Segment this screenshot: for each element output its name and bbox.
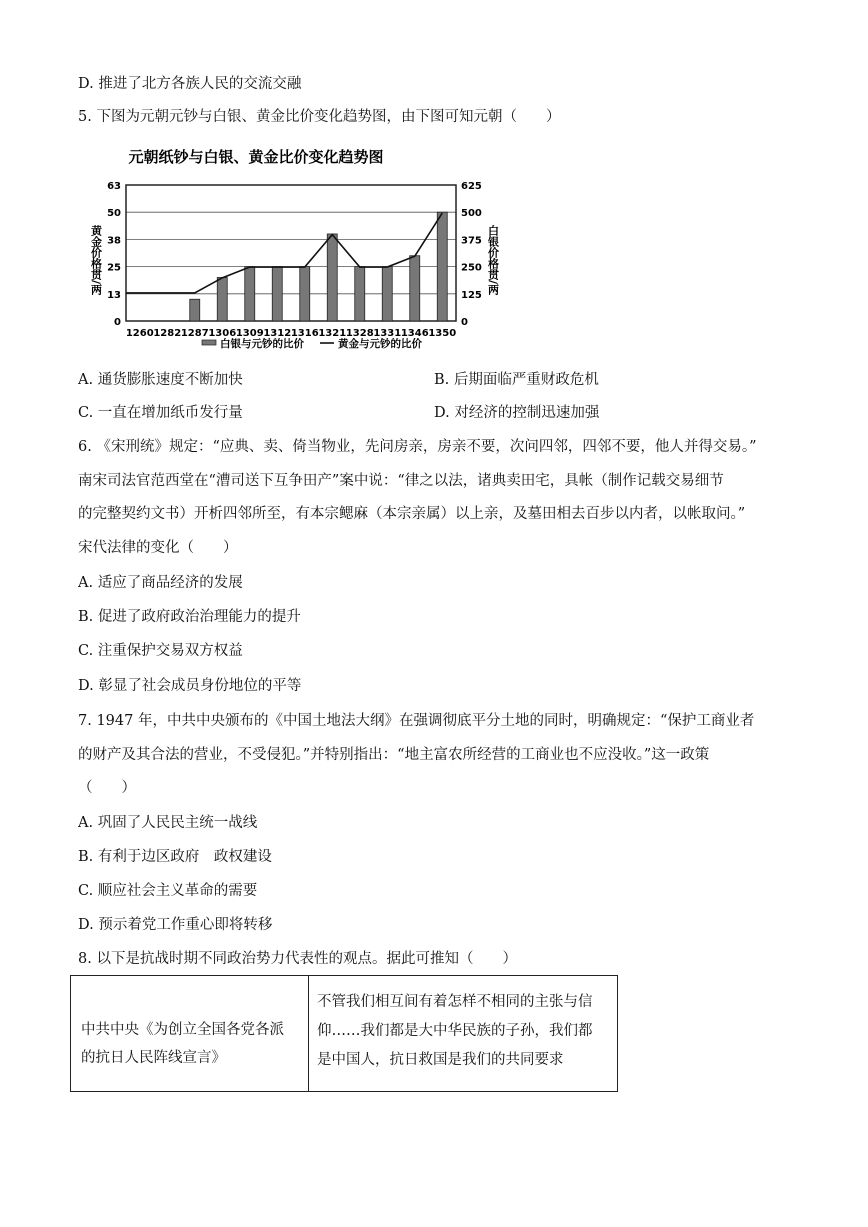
- viewpoint-table: [70, 975, 618, 1092]
- x-tick-label: 1260: [125, 328, 154, 339]
- question-6-stem-line-1: 6. 《宋刑统》规定：“应典、卖、倚当物业，先问房亲，房亲不要，次问四邻，四邻不要，他人并得交易。”: [78, 439, 757, 455]
- question-5-stem: 5. 下图为元朝元钞与白银、黄金比价变化趋势图，由下图可知元朝（ ）: [78, 109, 561, 125]
- legend-bar-swatch: [202, 340, 216, 345]
- left-tick-label: 13: [107, 289, 121, 301]
- right-tick-label: 500: [461, 208, 482, 220]
- question-7-stem-line-2: 的财产及其合法的营业，不受侵犯。”并特别指出：“地主富农所经营的工商业也不应没收。”这一政策: [78, 747, 710, 763]
- x-tick-label: 1312: [263, 328, 292, 339]
- legend-silver: 白银与元钞的比价: [220, 338, 304, 350]
- x-tick-label: 1316: [290, 328, 319, 339]
- chart-title: 元朝纸钞与白银、黄金比价变化趋势图: [128, 148, 384, 166]
- question-6-option-a: A. 适应了商品经济的发展: [78, 575, 243, 591]
- table-quote-line: 不管我们相互间有着怎样不相同的主张与信: [317, 994, 593, 1010]
- question-7-option-d: D. 预示着党工作重心即将转移: [78, 917, 273, 933]
- x-tick-label: 1328: [345, 328, 374, 339]
- x-tick-label: 1346: [400, 328, 429, 339]
- silver-bar: [300, 267, 310, 321]
- x-tick-label: 1350: [428, 328, 457, 339]
- question-7-option-b: B. 有利于边区政府 政权建设: [78, 849, 272, 865]
- question-5-option-a: A. 通货膨胀速度不断加快: [78, 372, 243, 388]
- left-tick-label: 25: [107, 262, 121, 274]
- silver-bar: [355, 267, 365, 321]
- x-tick-label: 1331: [373, 328, 402, 339]
- left-tick-label: 50: [107, 208, 121, 220]
- left-tick-label: 38: [107, 235, 121, 247]
- right-tick-label: 625: [461, 181, 482, 192]
- gold-ratio-line: [126, 213, 442, 293]
- question-5-option-d: D. 对经济的控制迅速加强: [434, 405, 600, 421]
- question-6-option-c: C. 注重保护交易双方权益: [78, 643, 243, 659]
- legend-gold: 黄金与元钞的比价: [338, 338, 422, 350]
- x-tick-label: 1287: [180, 328, 209, 339]
- table-source-cell: [71, 976, 309, 1091]
- question-7-option-c: C. 顺应社会主义革命的需要: [78, 883, 258, 899]
- question-6-option-d: D. 彰显了社会成员身份地位的平等: [78, 678, 302, 694]
- left-axis-label: 黄金价格贯/两: [89, 224, 103, 296]
- question-5-option-c: C. 一直在增加纸币发行量: [78, 405, 243, 421]
- x-tick-label: 1306: [208, 328, 237, 339]
- question-8-stem: 8. 以下是抗战时期不同政治势力代表性的观点。据此可推知（ ）: [78, 951, 517, 967]
- left-tick-label: 63: [107, 181, 121, 192]
- table-quote-line: 是中国人，抗日救国是我们的共同要求: [317, 1052, 564, 1068]
- question-5-option-b: B. 后期面临严重财政危机: [434, 372, 599, 388]
- table-source-line: 的抗日人民阵线宣言》: [81, 1050, 226, 1066]
- silver-bar: [382, 267, 392, 321]
- chart-grid: [126, 212, 456, 294]
- table-quote-line: 仰……我们都是大中华民族的子孙，我们都: [317, 1023, 593, 1039]
- silver-bar: [327, 234, 337, 321]
- silver-bar: [437, 212, 447, 321]
- right-tick-label: 375: [461, 235, 482, 247]
- silver-bar: [217, 277, 227, 321]
- silver-bar: [245, 267, 255, 321]
- right-axis-label: 白银价格贯/两: [486, 224, 500, 296]
- x-tick-label: 1309: [235, 328, 264, 339]
- left-axis-ticks: [107, 181, 121, 328]
- silver-bar: [272, 267, 282, 321]
- question-6-stem-line-4: 宋代法律的变化（ ）: [78, 540, 238, 556]
- right-axis-ticks: [461, 181, 482, 328]
- x-tick-label: 1282: [153, 328, 182, 339]
- question-7-option-a: A. 巩固了人民民主统一战线: [78, 815, 258, 831]
- right-tick-label: 125: [461, 289, 482, 301]
- question-6-option-b: B. 促进了政府政治治理能力的提升: [78, 609, 301, 625]
- table-source-line: 中共中央《为创立全国各党各派: [81, 1022, 284, 1038]
- question-6-stem-line-2: 南宋司法官范西堂在“漕司送下互争田产”案中说：“律之以法，诸典卖田宅，具帐（制作记载交易细节: [78, 473, 724, 489]
- silver-bar: [190, 299, 200, 321]
- right-tick-label: 0: [461, 317, 468, 328]
- right-tick-label: 250: [461, 262, 482, 274]
- plot-frame: [126, 185, 456, 321]
- yuan-exchange-chart: [84, 140, 504, 355]
- question-7-stem-line-3: （ ）: [78, 780, 136, 796]
- silver-bar: [410, 256, 420, 321]
- question-4-option-d: D. 推进了北方各族人民的交流交融: [78, 76, 302, 92]
- left-tick-label: 0: [114, 317, 121, 328]
- x-tick-label: 1321: [318, 328, 347, 339]
- table-quote-cell: [309, 976, 617, 1091]
- question-7-stem-line-1: 7. 1947 年，中共中央颁布的《中国土地法大纲》在强调彻底平分土地的同时，明确规定：“保护工商业者: [78, 713, 755, 729]
- question-6-stem-line-3: 的完整契约文书）开析四邻所至，有本宗鳃麻（本宗亲属）以上亲，及墓田相去百步以内者，以帐取问。”: [78, 506, 746, 522]
